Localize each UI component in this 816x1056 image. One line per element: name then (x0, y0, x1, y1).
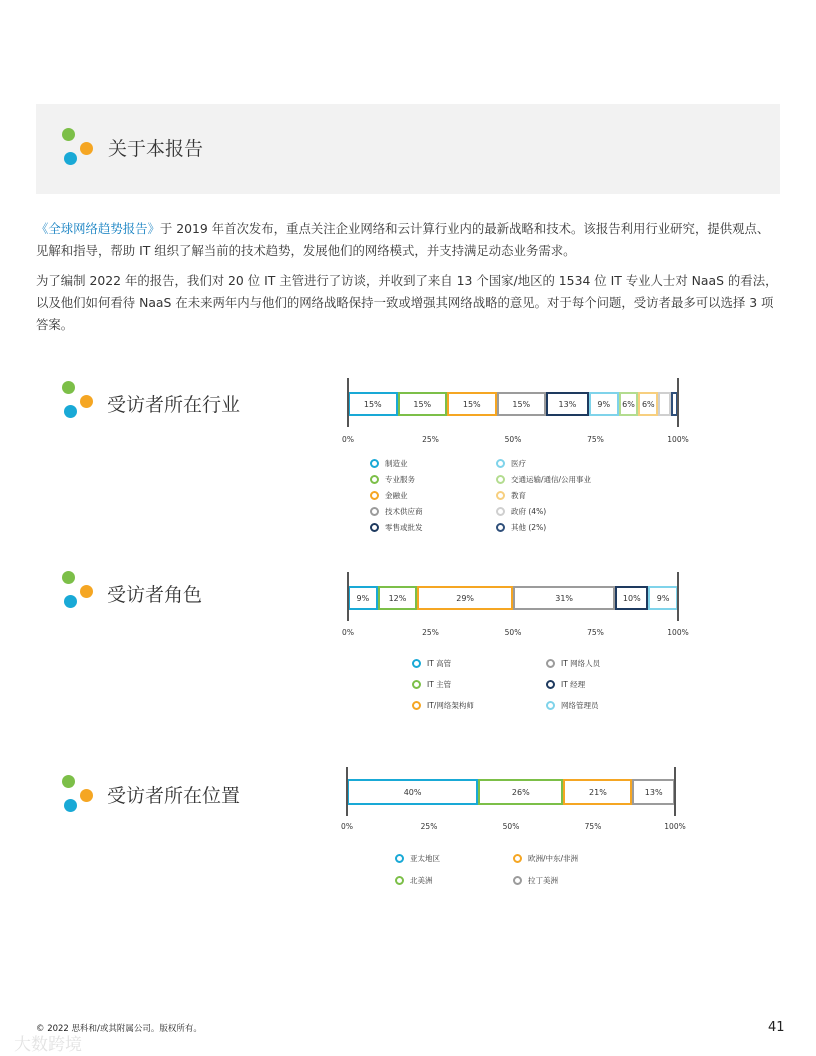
data-label: 31% (555, 593, 574, 603)
legend-marker-icon (370, 491, 379, 500)
legend-label: 政府 (4%) (511, 507, 547, 516)
data-label: 9% (597, 399, 611, 409)
axis-line-left (346, 767, 348, 816)
tick-label: 100% (667, 435, 689, 444)
legend-label: 拉丁美洲 (528, 876, 558, 885)
intro-paragraph-1-text: 于 2019 年首次发布，重点关注企业网络和云计算行业内的最新战略和技术。该报告利用行业研究，提供观点、见解和指导，帮助 IT 组织了解当前的技术趋势，发展他们的网络模式，并支持满足动态业务需求。 (36, 221, 770, 258)
header-title: 关于本报告 (108, 138, 204, 160)
intro-paragraph-2: 为了编制 2022 年的报告，我们对 20 位 IT 主管进行了访谈，并收到了来自 13 个国家/地区的 1534 位 IT 专业人士对 NaaS 的看法，以及他们如何看待 NaaS 在未来两年内与他们的网络战略保持一致或增强其网络战略的意见。对于每个问题，受访者最多可以选择 3 项答案。 (36, 273, 778, 332)
bar-segment (632, 779, 675, 805)
brand-dots-icon (62, 775, 96, 811)
legend-label: IT 经理 (561, 680, 586, 689)
legend-marker-icon (412, 659, 421, 668)
legend-marker-icon (496, 475, 505, 484)
bar-segment (619, 392, 639, 416)
legend-item (546, 658, 600, 669)
tick-label: 25% (420, 822, 438, 831)
axis-line-left (347, 378, 349, 427)
legend-item (370, 490, 408, 501)
industry-chart-title: 受访者所在行业 (107, 394, 241, 416)
tick-label: 100% (664, 822, 686, 831)
bar-segment (417, 586, 513, 610)
data-label: 29% (456, 593, 475, 603)
axis-line-right (677, 378, 679, 427)
legend-marker-icon (370, 523, 379, 532)
bar-segment (658, 392, 671, 416)
legend-label: 零售或批发 (385, 523, 423, 532)
data-label: 10% (622, 593, 641, 603)
legend-item (496, 490, 526, 501)
bar-segment (347, 779, 478, 805)
tick-label: 50% (504, 628, 522, 637)
axis-line-right (674, 767, 676, 816)
legend-label: 教育 (511, 491, 526, 500)
legend-label: 亚太地区 (410, 854, 440, 863)
legend-item (395, 875, 433, 886)
role-chart-title: 受访者角色 (107, 584, 203, 606)
bar-segment (348, 392, 398, 416)
data-label: 15% (413, 399, 432, 409)
data-label: 40% (403, 787, 422, 797)
data-label: 6% (641, 399, 655, 409)
bar-segment (546, 392, 589, 416)
axis-line-left (347, 572, 349, 621)
legend-marker-icon (546, 659, 555, 668)
axis-line-right (677, 572, 679, 621)
brand-dots-icon (62, 381, 96, 417)
tick-label: 0% (342, 628, 354, 637)
legend-item (412, 658, 451, 669)
legend-marker-icon (496, 507, 505, 516)
legend-item (412, 679, 451, 690)
tick-label: 0% (342, 435, 354, 444)
bar-segment (648, 586, 678, 610)
data-label: 9% (356, 593, 370, 603)
brand-dots-icon (62, 571, 96, 607)
legend-label: 医疗 (511, 459, 526, 468)
legend-item (546, 679, 585, 690)
legend-label: IT 高管 (427, 659, 452, 668)
legend-item (496, 522, 546, 533)
legend-label: IT 主管 (427, 680, 452, 689)
location-chart-title: 受访者所在位置 (107, 785, 241, 807)
legend-label: 欧洲/中东/非洲 (528, 854, 579, 863)
tick-label: 75% (587, 628, 604, 637)
header-box (36, 104, 780, 194)
legend-item (395, 853, 440, 864)
legend-marker-icon (513, 854, 522, 863)
legend-label: 其他 (2%) (511, 523, 547, 532)
report-link[interactable]: 《全球网络趋势报告》 (36, 221, 160, 236)
legend-label: 北美洲 (410, 876, 433, 885)
legend-item (370, 506, 423, 517)
data-label: 15% (512, 399, 531, 409)
bar-segment (398, 392, 448, 416)
bar-segment (497, 392, 547, 416)
data-label: 13% (644, 787, 663, 797)
legend-label: 技术供应商 (385, 507, 423, 516)
brand-dots-icon (62, 128, 96, 164)
bar-segment (589, 392, 619, 416)
legend-label: IT/网络架构师 (427, 701, 474, 710)
tick-label: 25% (422, 628, 439, 637)
page-number: 41 (768, 1020, 785, 1035)
legend-marker-icon (513, 876, 522, 885)
data-label: 21% (589, 787, 607, 797)
legend-marker-icon (546, 701, 555, 710)
bar-segment (447, 392, 497, 416)
copyright-text: © 2022 思科和/或其附属公司。版权所有。 (36, 1024, 202, 1034)
tick-label: 50% (502, 822, 520, 831)
tick-label: 100% (667, 628, 689, 637)
bar-segment (615, 586, 648, 610)
data-label: 15% (462, 399, 481, 409)
industry-chart (342, 378, 689, 532)
legend-marker-icon (370, 507, 379, 516)
legend-marker-icon (370, 475, 379, 484)
legend-item (370, 474, 415, 485)
legend-item (496, 506, 546, 517)
legend-marker-icon (496, 523, 505, 532)
legend-label: 制造业 (385, 459, 408, 468)
tick-label: 25% (422, 435, 439, 444)
legend-label: 金融业 (385, 491, 408, 500)
tick-label: 75% (587, 435, 604, 444)
bar-segment (478, 779, 563, 805)
legend-marker-icon (412, 680, 421, 689)
legend-item (496, 474, 591, 485)
bar-segment (638, 392, 658, 416)
role-chart (342, 572, 689, 710)
legend-item (370, 458, 408, 469)
legend-item (412, 700, 474, 711)
data-label: 6% (622, 399, 635, 409)
legend-label: 专业服务 (385, 475, 415, 484)
legend-label: IT 网络人员 (561, 659, 601, 668)
data-label: 9% (656, 593, 670, 603)
intro-paragraph-1 (36, 218, 780, 262)
legend-marker-icon (370, 459, 379, 468)
legend-label: 网络管理员 (561, 701, 599, 710)
location-chart (341, 767, 686, 885)
watermark-logo: 大数跨境 (14, 1035, 82, 1055)
tick-label: 0% (341, 822, 353, 831)
bar-segment (563, 779, 632, 805)
legend-item (513, 853, 578, 864)
legend-label: 交通运输/通信/公用事业 (511, 475, 592, 484)
tick-label: 50% (504, 435, 522, 444)
legend-marker-icon (546, 680, 555, 689)
legend-marker-icon (496, 491, 505, 500)
bar-segment (348, 586, 378, 610)
data-label: 13% (558, 399, 577, 409)
data-label: 26% (511, 787, 530, 797)
data-label: 12% (388, 593, 407, 603)
legend-marker-icon (412, 701, 421, 710)
bar-segment (378, 586, 418, 610)
tick-label: 75% (584, 822, 602, 831)
legend-marker-icon (496, 459, 505, 468)
data-label: 15% (363, 399, 382, 409)
legend-marker-icon (395, 854, 404, 863)
legend-item (496, 458, 526, 469)
legend-item (513, 875, 558, 886)
legend-item (546, 700, 599, 711)
legend-item (370, 522, 423, 533)
bar-segment (513, 586, 615, 610)
legend-marker-icon (395, 876, 404, 885)
